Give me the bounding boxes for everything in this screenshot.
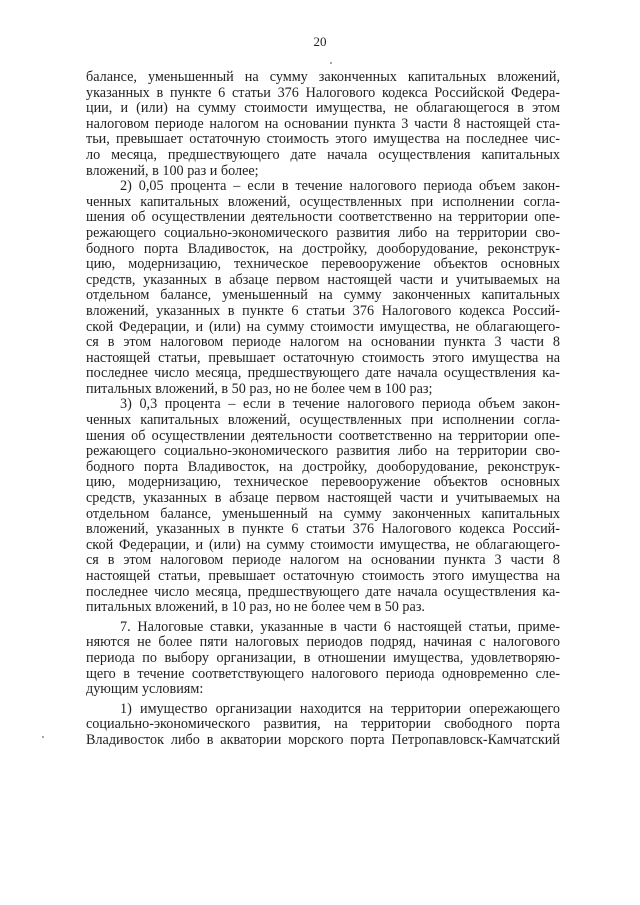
text-line: настоящей статьи, превышает остаточную стоимость этого имущества на: [86, 568, 560, 584]
text-line: настоящей статьи, превышает остаточную стоимость этого имущества на: [86, 349, 560, 366]
text-line: тьи, превышает остаточную стоимость этого имущества на последнее чис-: [86, 131, 560, 148]
text-line: 7. Налоговые ставки, указанные в части 6 настоящей статьи, приме-: [120, 618, 560, 635]
text-line: последнее число месяца, предшествующего дате начала осуществления ка-: [86, 583, 560, 600]
text-line: ченных капитальных вложений, осуществленных при исполнении согла-: [86, 412, 560, 429]
text-line: средств, указанных в абзаце первом настоящей части и учитываемых на: [86, 271, 560, 288]
text-line: 3) 0,3 процента – если в течение налогового периода объем закон-: [120, 396, 560, 413]
scan-speck: [42, 736, 44, 738]
text-line: вложений, указанных в пункте 6 статьи 376 Налогового кодекса Россий-: [86, 302, 560, 319]
paragraph: [86, 70, 560, 179]
text-line: режающего социально-экономического развития либо на территории сво-: [86, 443, 560, 460]
paragraph: [86, 702, 560, 749]
text-line: 1) имущество организации находится на территории опережающего: [120, 700, 560, 717]
text-line: питальных вложений, в 50 раз, но не более чем в 100 раз;: [86, 380, 433, 397]
text-line: 2) 0,05 процента – если в течение налогового периода объем закон-: [120, 178, 560, 195]
document-body: [86, 70, 560, 749]
text-line: налоговом периоде налогом на основании пункта 3 части 8 настоящей ста-: [86, 115, 560, 132]
text-line: указанных в пункте 6 статьи 376 Налогового кодекса Российской Федера-: [86, 84, 560, 101]
text-line: вложений, в 100 раз и более;: [86, 162, 259, 179]
text-line: ции, и (или) на сумму стоимости имущества, не облагающегося в этом: [86, 100, 560, 117]
text-line: щего в течение соответствующего налогового периода одновременно сле-: [86, 665, 560, 682]
text-line: ской Федерации, и (или) на сумму стоимости имущества, не облагающего-: [86, 536, 560, 553]
paragraph: [86, 620, 560, 698]
text-line: ся в этом налоговом периоде налогом на основании пункта 3 части 8: [86, 552, 560, 569]
text-line: средств, указанных в абзаце первом настоящей части и учитываемых на: [86, 490, 560, 507]
text-line: отдельном балансе, уменьшенный на сумму законченных капитальных: [86, 287, 560, 304]
text-line: цию, модернизацию, техническое перевооружение объектов основных: [86, 256, 560, 273]
text-line: няются не более пяти налоговых периодов подряд, начиная с налогового: [86, 634, 560, 651]
text-line: бодного порта Владивосток, на достройку, дооборудование, реконструк-: [86, 240, 560, 257]
paragraph: [86, 179, 560, 397]
text-line: питальных вложений, в 10 раз, но не более чем в 50 раз.: [86, 599, 425, 616]
text-line: шения об осуществлении деятельности соответственно на территории опе-: [86, 209, 560, 226]
text-line: периода по выбору организации, в отношении имущества, удовлетворяю-: [86, 649, 560, 666]
text-line: бодного порта Владивосток, на достройку, дооборудование, реконструк-: [86, 458, 560, 475]
paragraph: [86, 397, 560, 615]
text-line: ся в этом налоговом периоде налогом на основании пункта 3 части 8: [86, 334, 560, 351]
text-line: вложений, указанных в пункте 6 статьи 376 Налогового кодекса Россий-: [86, 521, 560, 538]
text-line: социально-экономического развития, на территории свободного порта: [86, 716, 560, 733]
text-line: шения об осуществлении деятельности соответственно на территории опе-: [86, 427, 560, 444]
text-line: отдельном балансе, уменьшенный на сумму законченных капитальных: [86, 505, 560, 522]
scan-speck: [330, 62, 332, 64]
text-line: цию, модернизацию, техническое перевооружение объектов основных: [86, 474, 560, 491]
text-line: балансе, уменьшенный на сумму законченных капитальных вложений,: [86, 69, 560, 85]
page-number: 20: [313, 34, 327, 49]
text-line: ло месяца, предшествующего дате начала осуществления капитальных: [86, 146, 560, 163]
text-line: дующим условиям:: [86, 681, 204, 698]
text-line: ченных капитальных вложений, осуществленных при исполнении согла-: [86, 193, 560, 210]
text-line: последнее число месяца, предшествующего дате начала осуществления ка-: [86, 365, 560, 382]
text-line: режающего социально-экономического развития либо на территории сво-: [86, 224, 560, 241]
text-line: Владивосток либо в акватории морского порта Петропавловск-Камчатский: [86, 731, 560, 748]
text-line: ской Федерации, и (или) на сумму стоимости имущества, не облагающего-: [86, 318, 560, 335]
